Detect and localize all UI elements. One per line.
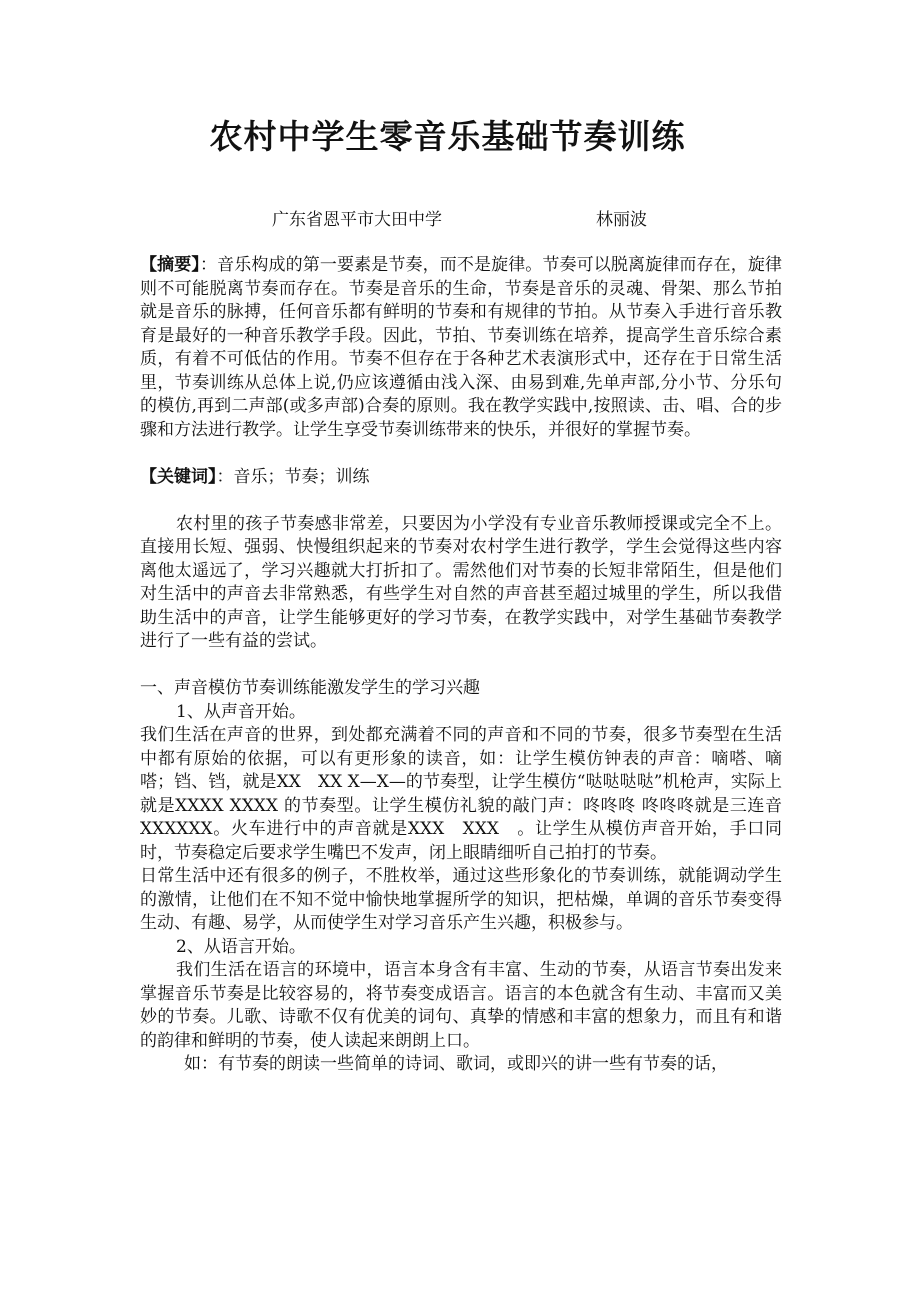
keywords-paragraph: [140, 466, 782, 490]
sub2-heading: 2、从语言开始。: [176, 936, 306, 957]
author-school: 广东省恩平市大田中学: [272, 210, 442, 230]
abstract-label: 【摘要】: [140, 255, 200, 275]
sub1-heading: 1、从声音开始。: [176, 701, 306, 722]
sub2-paragraph-1: 我们生活在语言的环境中，语言本身含有丰富、生动的节奏，从语言节奏出发来掌握音乐节奏是比较容易的，将节奏变成语言。语言的本色就含有生动、丰富而又美妙的节奏。儿歌、诗歌不仅有优美的词句、真挚的情感和丰富的想象力，而且有和谐的韵律和鲜明的节奏，使人读起来朗朗上口。: [140, 960, 782, 1051]
keywords-text: ：音乐；节奏；训练: [216, 466, 370, 487]
sub1-paragraph-2: 日常生活中还有很多的例子，不胜枚举，通过这些形象化的节奏训练，就能调动学生的激情，让他们在不知不觉中愉快地掌握所学的知识，把枯燥，单调的音乐节奏变得生动、有趣、易学，从而使学生对学习音乐产生兴趣，积极参与。: [140, 866, 782, 933]
abstract-text: ：音乐构成的第一要素是节奏，而不是旋律。节奏可以脱离旋律而存在，旋律则不可能脱离节奏而存在。节奏是音乐的生命，节奏是音乐的灵魂、骨架、那么节拍就是音乐的脉搏，任何音乐都有鲜明的节奏和有规律的节拍。从节奏入手进行音乐教育是最好的一种音乐教学手段。因此，节拍、节奏训练在培养，提高学生音乐综合素质，有着不可低估的作用。节奏不但存在于各种艺术表演形式中，还存在于日常生活里，节奏训练从总体上说,仍应该遵循由浅入深、由易到难,先单声部,分小节、分乐句的模仿,再到二声部(或多声部)合奏的原则。我在教学实践中,按照读、击、唱、合的步骤和方法进行教学。让学生享受节奏训练带来的快乐，并很好的掌握节奏。: [140, 255, 783, 440]
sub2-paragraph-2: 如：有节奏的朗读一些简单的诗词、歌词，或即兴的讲一些有节奏的话，: [184, 1054, 728, 1074]
spacer: [140, 442, 782, 466]
section1-heading: 一、声音模仿节奏训练能激发学生的学习兴趣: [140, 678, 480, 698]
document-body: [140, 254, 782, 1077]
keywords-label: 【关键词】: [140, 466, 217, 487]
spacer: [140, 489, 782, 513]
author-name: 林丽波: [596, 210, 647, 230]
spacer: [140, 654, 782, 678]
sub1-paragraph-1: 我们生活在声音的世界，到处都充满着不同的声音和不同的节奏，很多节奏型在生活中都有原始的依据，可以有更形象的读音，如：让学生模仿钟表的声音：嘀嗒、嘀嗒；铛、铛，就是XX XX X—X—的节奏型，让学生模仿“哒哒哒哒”机枪声，实际上就是XXXX XXXX 的节奏型。让学生模仿礼貌的敲门声：咚咚咚 咚咚咚就是三连音XXXXXX。火车进行中的声音就是XXX XXX 。让学生从模仿声音开始，手口同时，节奏稳定后要求学生嘴巴不发声，闭上眼睛细听自己拍打的节奏。: [140, 725, 782, 863]
abstract-paragraph: [140, 254, 782, 442]
document-title: 农村中学生零音乐基础节奏训练: [209, 117, 686, 156]
intro-paragraph: 农村里的孩子节奏感非常差，只要因为小学没有专业音乐教师授课或完全不上。直接用长短、强弱、快慢组织起来的节奏对农村学生进行教学，学生会觉得这些内容离他太遥远了，学习兴趣就大打折扣了。需然他们对节奏的长短非常陌生，但是他们对生活中的声音去非常熟悉，有些学生对自然的声音甚至超过城里的学生，所以我借助生活中的声音，让学生能够更好的学习节奏，在教学实践中，对学生基础节奏教学进行了一些有益的尝试。: [140, 513, 782, 651]
